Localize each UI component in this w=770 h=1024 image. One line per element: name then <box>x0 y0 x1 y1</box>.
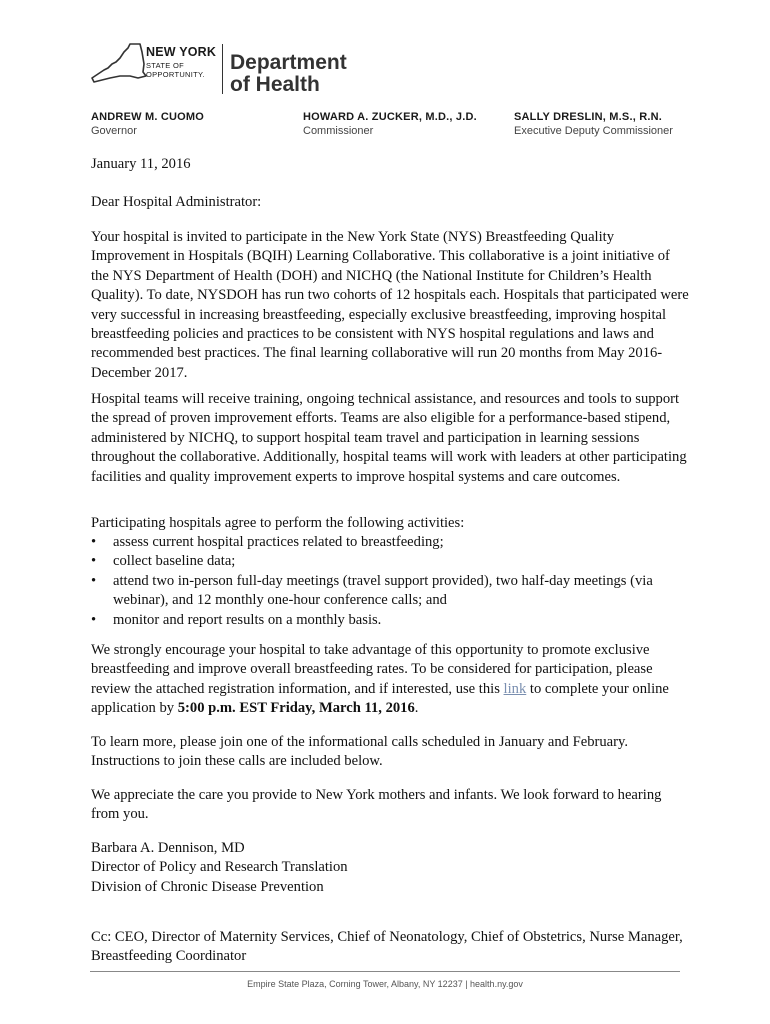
official-deputy-commissioner <box>514 111 673 137</box>
activity-text: assess current hospital practices related to breastfeeding; <box>113 534 444 550</box>
signature-block <box>91 839 691 897</box>
list-item <box>91 533 691 552</box>
footer-address: Empire State Plaza, Corning Tower, Albany, NY 12237 | health.ny.gov <box>247 979 523 989</box>
bullet-icon: • <box>91 611 97 628</box>
new-york-state-outline-icon <box>90 42 148 88</box>
official-title: Executive Deputy Commissioner <box>514 125 673 137</box>
application-deadline: 5:00 p.m. EST Friday, March 11, 2016 <box>177 700 415 717</box>
activities-list <box>91 533 691 630</box>
signature-division: Division of Chronic Disease Prevention <box>91 878 324 895</box>
list-item <box>91 572 691 611</box>
official-title: Commissioner <box>303 125 374 137</box>
cc-list: Cc: CEO, Director of Maternity Services, Chief of Neonatology, Chief of Obstetrics, Nurse Manager, Breastfeeding Coordinator <box>91 929 683 965</box>
activities-intro: Participating hospitals agree to perform the following activities: <box>91 515 465 531</box>
bullet-icon: • <box>91 553 97 570</box>
logo-divider <box>222 44 223 94</box>
activity-text: monitor and report results on a monthly basis. <box>113 611 382 628</box>
letter-date: January 11, 2016 <box>91 156 191 172</box>
bullet-icon: • <box>91 534 97 550</box>
official-name: ANDREW M. CUOMO <box>91 111 204 123</box>
department-name <box>230 52 347 96</box>
list-item <box>91 552 691 571</box>
official-commissioner <box>303 111 477 137</box>
list-item <box>91 611 691 630</box>
bullet-icon: • <box>91 572 97 589</box>
activity-text: attend two in-person full-day meetings (travel support provided), two half-day meetings (via webinar), and 12 monthly one-hour conference calls; and <box>113 572 653 609</box>
activity-text: collect baseline data; <box>113 553 236 570</box>
state-name: NEW YORK <box>146 45 217 59</box>
department-line-1: Department <box>230 51 347 74</box>
application-link[interactable]: link <box>503 680 527 697</box>
official-title: Governor <box>91 125 137 137</box>
paragraph-text: . <box>414 700 419 717</box>
letter-salutation: Dear Hospital Administrator: <box>91 194 262 210</box>
paragraph-invitation: Your hospital is invited to participate in the New York State (NYS) Breastfeeding Quality Improvement in Hospitals (BQIH) Learning Collaborative. This collaborative is a joint initiative of the NYS Department of Health (DOH) and NICHQ (the National Institute for Children’s Health Quality). To date, NYSDOH has run two cohorts of 12 hospitals each. Hospitals that participated were very successful in increasing breastfeeding, especially exclusive breastfeeding, improving hospital breastfeeding policies and practices to be consistent with NYS hospital regulations and laws and recommended best practices. The final learning collaborative will run 20 months from May 2016-December 2017. <box>91 229 689 381</box>
paragraph-text: We strongly encourage your hospital to take advantage of this opportunity to promote exclusive breastfeeding and improve overall breastfeeding rates. To be considered for participation, please review the attached registration information, and if interested, use this <box>91 642 653 697</box>
signature-name: Barbara A. Dennison, MD <box>91 840 245 856</box>
official-name: HOWARD A. ZUCKER, M.D., J.D. <box>303 111 477 123</box>
state-tagline-1: STATE OF <box>146 61 184 70</box>
paragraph-closing: We appreciate the care you provide to New York mothers and infants. We look forward to hearing from you. <box>91 787 662 823</box>
official-name: SALLY DRESLIN, M.S., R.N. <box>514 111 663 123</box>
paragraph-calls: To learn more, please join one of the informational calls scheduled in January and February. Instructions to join these calls are included below. <box>91 734 629 770</box>
official-governor <box>91 111 204 137</box>
footer-divider <box>90 971 680 972</box>
state-tagline-2: OPPORTUNITY. <box>146 70 205 79</box>
paragraph-encourage <box>91 641 691 719</box>
paragraph-support: Hospital teams will receive training, ongoing technical assistance, and resources and tools to support the spread of proven improvement efforts. Teams are also eligible for a performance-based stipend, administered by NICHQ, to support hospital team travel and participation in learning sessions throughout the collaborative. Additionally, hospital teams will work with leaders at other participating facilities and quality improvement experts to improve hospital systems and care outcomes. <box>91 391 687 485</box>
signature-title: Director of Policy and Research Translation <box>91 859 348 876</box>
department-line-2: of Health <box>230 73 320 96</box>
paragraph-text: to complete your online application by <box>91 680 669 717</box>
